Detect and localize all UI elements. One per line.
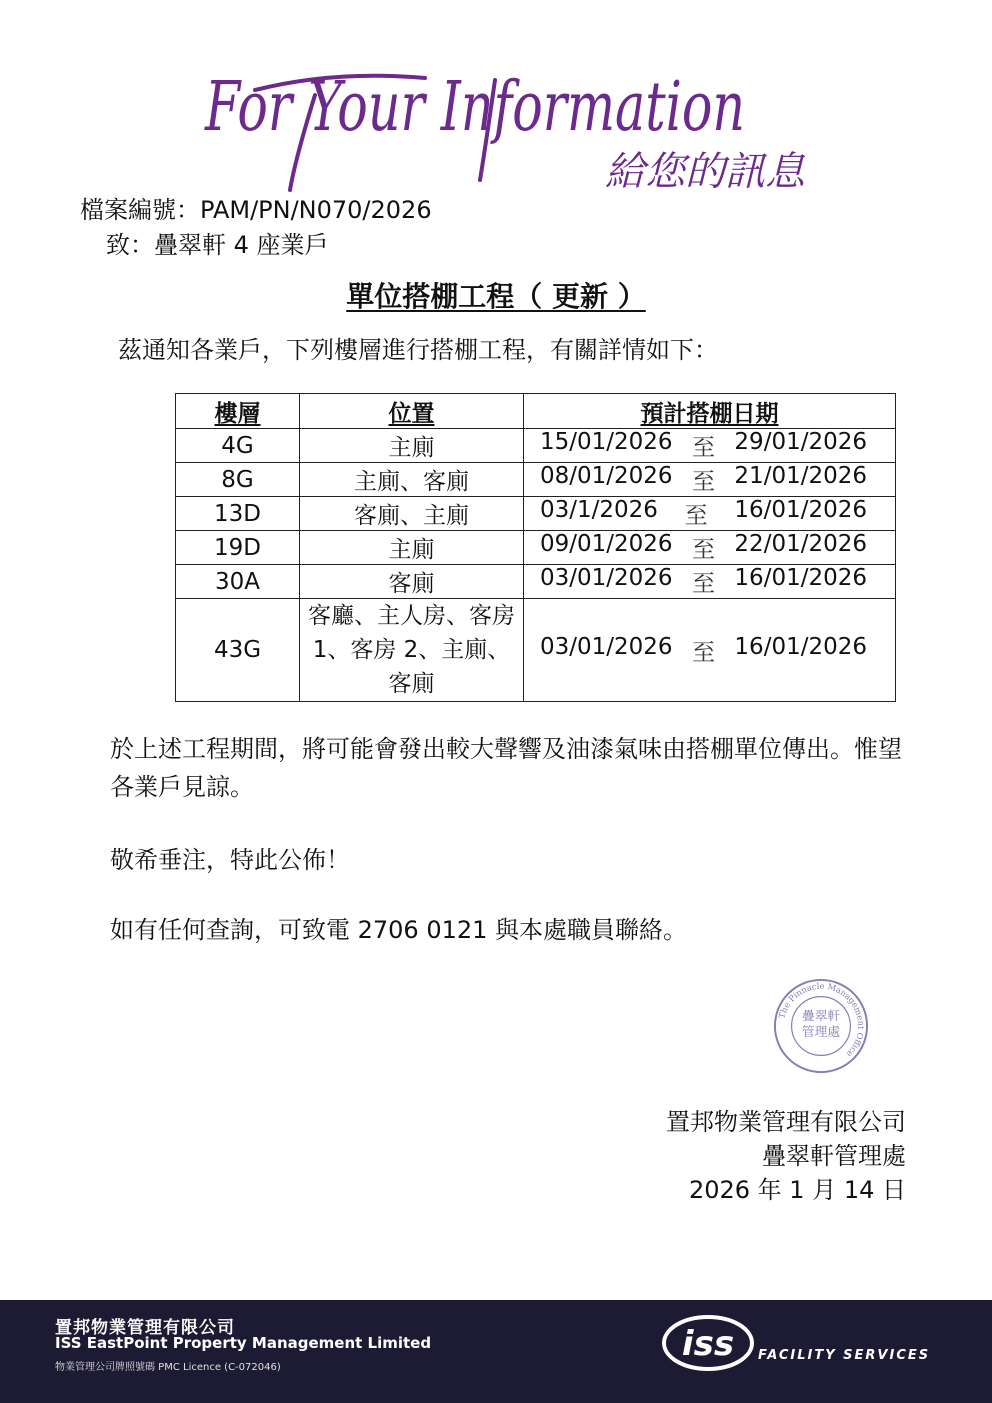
table-header-row	[176, 394, 896, 429]
for-your-information-banner	[195, 50, 895, 200]
works-notice-paragraph: 於上述工程期間，將可能會發出較大聲響及油漆氣味由搭棚單位傳出。惟望各業戶見諒。	[110, 735, 902, 801]
banner-script-en: For Your Information	[203, 68, 745, 147]
intro-paragraph: 茲通知各業戶，下列樓層進行搭棚工程，有關詳情如下：	[118, 336, 718, 364]
file-reference-number: PAM/PN/N070/2026	[200, 196, 432, 224]
table-row	[176, 531, 896, 565]
start-date: 08/01/2026	[540, 463, 673, 489]
end-date: 21/01/2026	[734, 463, 867, 489]
date-range-cell	[524, 463, 896, 497]
notice-title: 單位搭棚工程（ 更新 ）	[346, 280, 646, 313]
end-date: 22/01/2026	[734, 531, 867, 557]
to-char: 至	[692, 639, 715, 666]
file-reference	[80, 190, 432, 225]
floor-cell: 43G	[176, 599, 300, 702]
date-range-cell	[524, 497, 896, 531]
management-office-seal	[772, 977, 870, 1075]
start-date: 15/01/2026	[540, 429, 673, 455]
footer-company-zh: 置邦物業管理有限公司	[55, 1318, 235, 1338]
iss-logo	[660, 1312, 760, 1374]
start-date: 03/01/2026	[540, 565, 673, 591]
table-row	[176, 463, 896, 497]
end-date: 29/01/2026	[734, 429, 867, 455]
footer-licence: 物業管理公司牌照號碼 PMC Licence (C-072046)	[55, 1362, 281, 1373]
location-cell: 客廁、主廁	[300, 497, 524, 531]
header-floor: 樓層	[176, 394, 300, 429]
to-char: 至	[692, 469, 715, 495]
recipient-line: 致：疊翠軒 4 座業戶	[106, 231, 329, 259]
scaffolding-schedule-table	[175, 393, 896, 702]
floor-cell: 4G	[176, 429, 300, 463]
end-date: 16/01/2026	[734, 633, 867, 660]
signature-block	[666, 1105, 906, 1207]
to-char: 至	[692, 571, 715, 597]
banner-script-zh: 給您的訊息	[605, 149, 805, 195]
location-cell: 主廁	[300, 531, 524, 565]
end-date: 16/01/2026	[734, 497, 867, 523]
table-row	[176, 565, 896, 599]
start-date: 09/01/2026	[540, 531, 673, 557]
date-range-cell	[524, 565, 896, 599]
to-char: 至	[684, 503, 708, 529]
location-cell: 客廁	[300, 565, 524, 599]
date-range-cell	[524, 599, 896, 702]
floor-cell: 13D	[176, 497, 300, 531]
table-row	[176, 429, 896, 463]
facility-services-tagline: FACILITY SERVICES	[758, 1348, 931, 1363]
to-char: 至	[692, 537, 715, 563]
floor-cell: 8G	[176, 463, 300, 497]
floor-cell: 30A	[176, 565, 300, 599]
header-dates: 預計搭棚日期	[524, 394, 896, 429]
date-range-cell	[524, 429, 896, 463]
to-char: 至	[692, 435, 715, 461]
table-row	[176, 497, 896, 531]
location-cell: 主廁	[300, 429, 524, 463]
attention-paragraph: 敬希垂注，特此公佈！	[110, 846, 350, 874]
signature-company: 置邦物業管理有限公司	[666, 1108, 906, 1136]
enquiry-paragraph: 如有任何查詢，可致電 2706 0121 與本處職員聯絡。	[110, 916, 688, 944]
start-date: 03/1/2026	[540, 497, 658, 523]
footer-company-en: ISS EastPoint Property Management Limited	[55, 1334, 432, 1352]
seal-center-text: 疊翠軒管理處	[801, 1009, 841, 1040]
date-range-cell	[524, 531, 896, 565]
table-row	[176, 599, 896, 702]
iss-logo-text: iss	[681, 1324, 735, 1364]
end-date: 16/01/2026	[734, 565, 867, 591]
signature-date: 2026 年 1 月 14 日	[688, 1176, 906, 1204]
start-date: 03/01/2026	[540, 633, 673, 660]
signature-office: 疊翠軒管理處	[762, 1142, 906, 1170]
file-reference-label: 檔案編號：	[80, 196, 200, 224]
floor-cell: 19D	[176, 531, 300, 565]
header-location: 位置	[300, 394, 524, 429]
location-cell: 客廳、主人房、客房 1、客房 2、主廁、客廁	[300, 599, 524, 702]
location-cell: 主廁、客廁	[300, 463, 524, 497]
seal-ring-text: The Pinnacle Management Office	[776, 980, 867, 1060]
